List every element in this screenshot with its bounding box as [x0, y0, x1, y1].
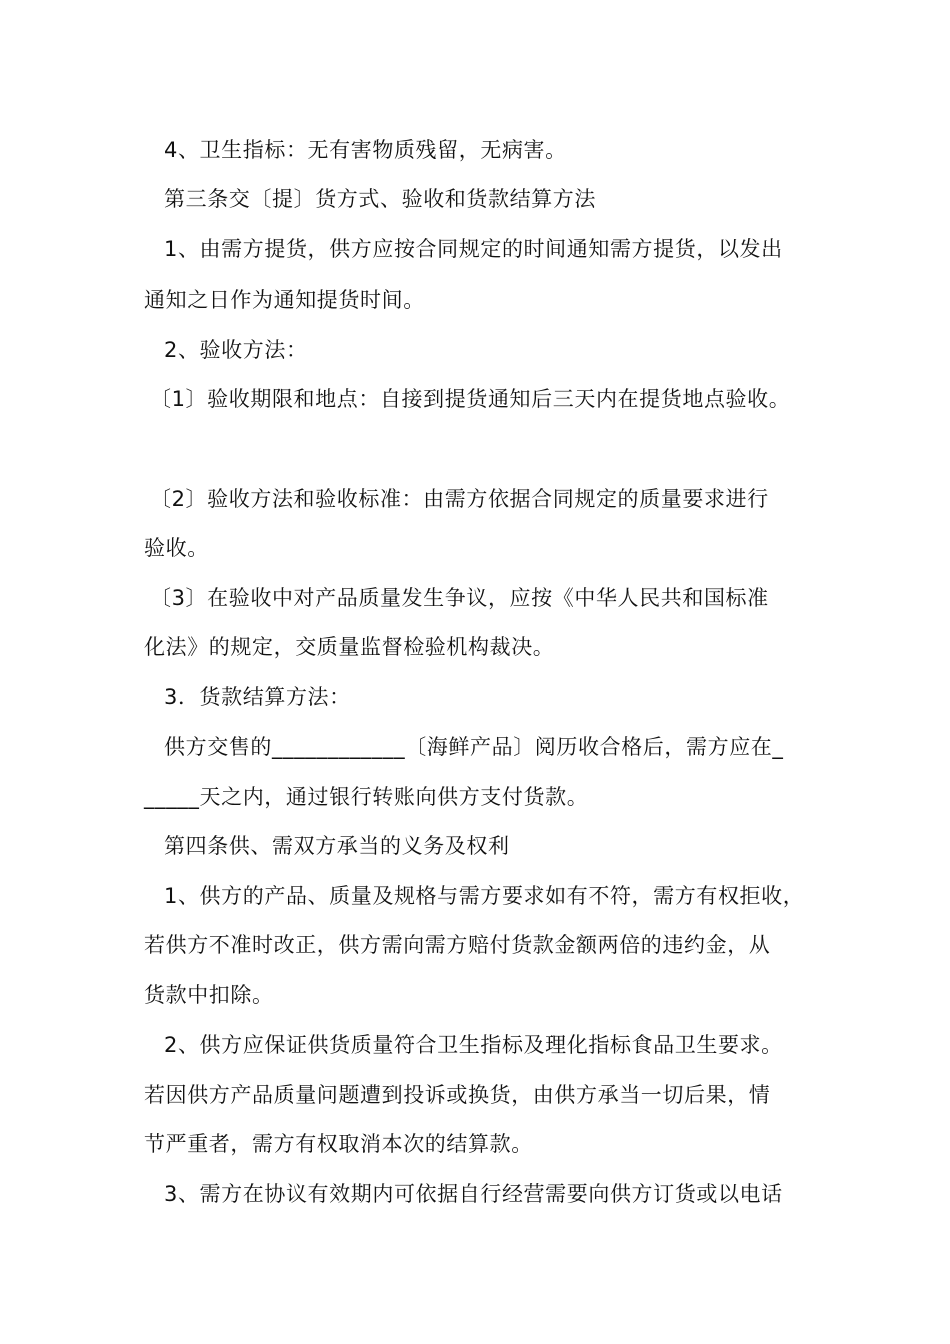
doc-line: _____天之内，通过银行转账向供方支付货款。 — [144, 785, 589, 809]
doc-line: 货款中扣除。 — [144, 983, 274, 1007]
doc-line: 3、需方在协议有效期内可依据自行经营需要向供方订货或以电话 — [164, 1182, 783, 1206]
doc-line: 〔3〕在验收中对产品质量发生争议，应按《中华人民共和国标准 — [150, 586, 769, 610]
doc-line: 第三条交〔提〕货方式、验收和货款结算方法 — [164, 187, 596, 211]
doc-line: 1、供方的产品、质量及规格与需方要求如有不符，需方有权拒收， — [164, 884, 805, 908]
doc-line: 若因供方产品质量问题遭到投诉或换货，由供方承当一切后果，情 — [144, 1083, 771, 1107]
doc-line: 节严重者，需方有权取消本次的结算款。 — [144, 1132, 533, 1156]
doc-line: 3．货款结算方法： — [164, 685, 351, 709]
doc-line: 2、供方应保证供货质量符合卫生指标及理化指标食品卫生要求。 — [164, 1033, 783, 1057]
doc-line: 第四条供、需双方承当的义务及权利 — [164, 834, 510, 858]
doc-line: 验收。 — [144, 536, 209, 560]
doc-line: 化法》的规定，交质量监督检验机构裁决。 — [144, 635, 555, 659]
doc-line: 4、卫生指标：无有害物质残留，无病害。 — [164, 138, 567, 162]
doc-line: 1、由需方提货，供方应按合同规定的时间通知需方提货，以发出 — [164, 237, 783, 261]
doc-line: 通知之日作为通知提货时间。 — [144, 288, 425, 312]
doc-line: 〔1〕验收期限和地点：自接到提货通知后三天内在提货地点验收。 — [150, 387, 791, 411]
doc-line: 2、验收方法： — [164, 338, 308, 362]
doc-line: 〔2〕验收方法和验收标准：由需方依据合同规定的质量要求进行 — [150, 487, 769, 511]
doc-line: 若供方不准时改正，供方需向需方赔付货款金额两倍的违约金，从 — [144, 933, 771, 957]
doc-line: 供方交售的____________〔海鲜产品〕阅历收合格后，需方应在_ — [164, 735, 784, 759]
